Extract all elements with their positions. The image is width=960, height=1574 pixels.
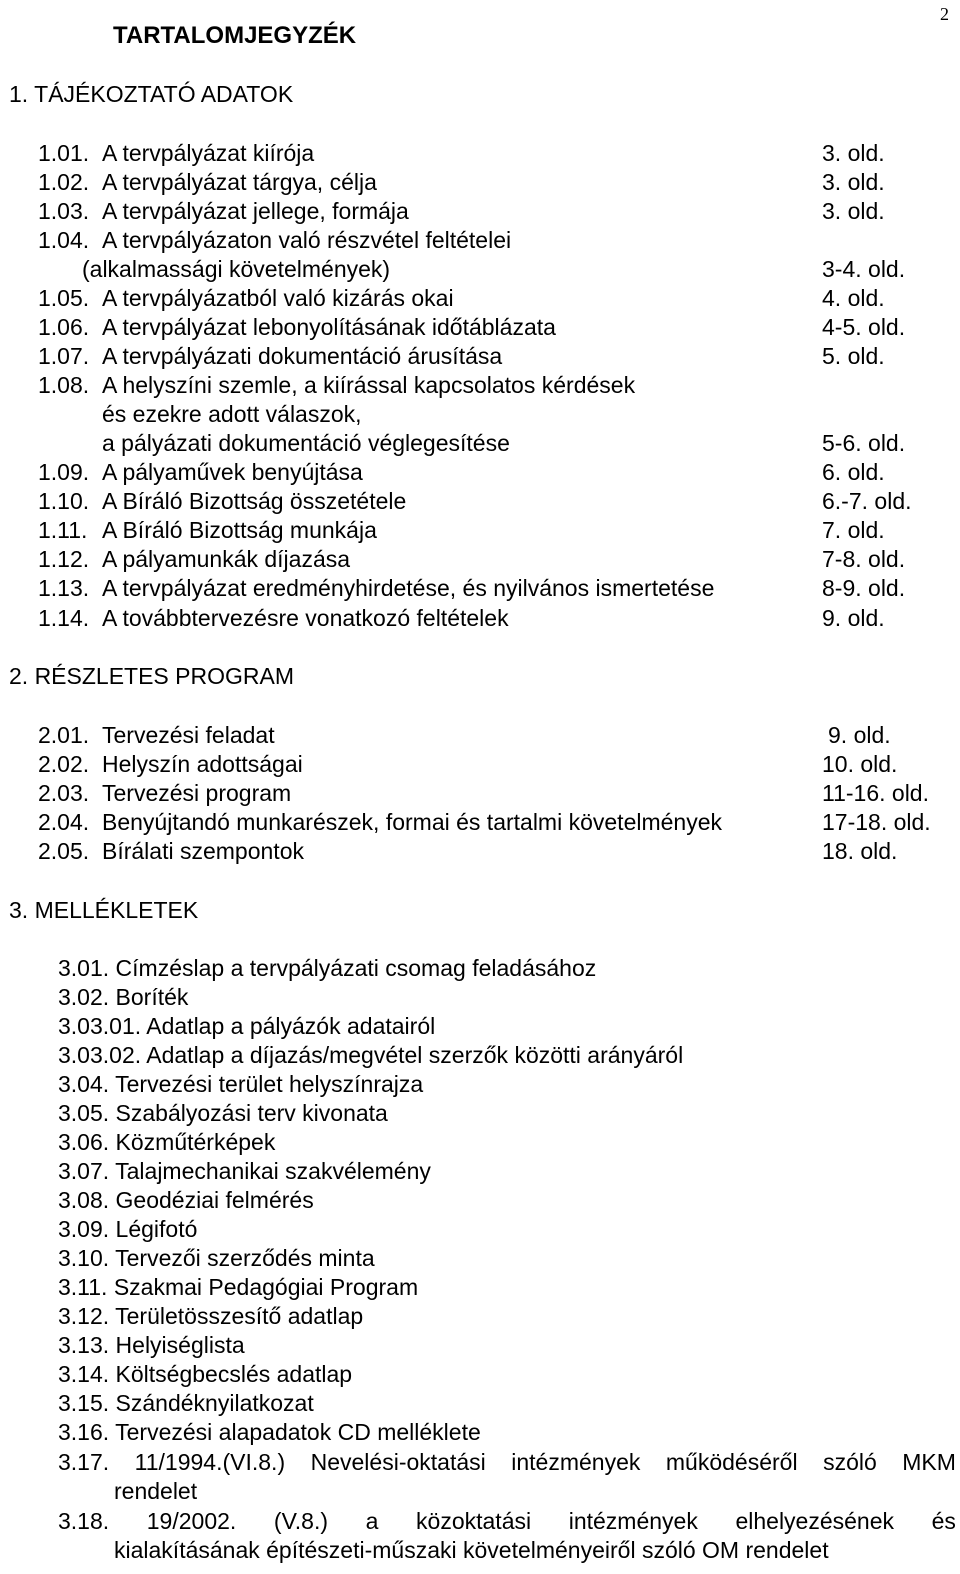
section-2-heading: 2. RÉSZLETES PROGRAM <box>9 663 295 689</box>
toc-num: 2.03. <box>38 780 90 806</box>
toc-page: 9. old. <box>822 605 885 631</box>
toc-text: A tervpályázat kiírója <box>102 140 315 166</box>
toc-text: A Bíráló Bizottság összetétele <box>102 488 407 514</box>
appendix-item: 3.10. Tervezői szerződés minta <box>58 1245 375 1271</box>
toc-num: 2.05. <box>38 838 90 864</box>
toc-num: 1.12. <box>38 546 90 572</box>
toc-text: A helyszíni szemle, a kiírással kapcsolatos kérdések <box>102 372 636 398</box>
toc-text: Tervezési program <box>102 780 292 806</box>
word: MKM <box>902 1449 956 1475</box>
word: (V.8.) <box>273 1508 329 1534</box>
toc-page: 5. old. <box>822 343 885 369</box>
toc-page: 3-4. old. <box>822 256 906 282</box>
toc-text-cont: (alkalmassági követelmények) <box>82 256 391 282</box>
word: 3.17. <box>58 1449 110 1475</box>
toc-num: 1.02. <box>38 169 90 195</box>
toc-num: 1.03. <box>38 198 90 224</box>
toc-page: 11-16. old. <box>822 780 929 806</box>
toc-page: 17-18. old. <box>822 809 931 835</box>
section-1-heading: 1. TÁJÉKOZTATÓ ADATOK <box>9 81 294 107</box>
toc-page: 4. old. <box>822 285 885 311</box>
appendix-item: 3.07. Talajmechanikai szakvélemény <box>58 1158 431 1184</box>
toc-text: A Bíráló Bizottság munkája <box>102 517 377 543</box>
toc-page: 10. old. <box>822 751 898 777</box>
toc-num: 1.13. <box>38 575 90 601</box>
toc-num: 1.10. <box>38 488 90 514</box>
toc-page: 5-6. old. <box>822 430 906 456</box>
appendix-item: 3.08. Geodéziai felmérés <box>58 1187 314 1213</box>
word: intézmények <box>511 1449 641 1475</box>
toc-num: 2.01. <box>38 722 90 748</box>
toc-page: 6.-7. old. <box>822 488 912 514</box>
word: szóló <box>823 1449 877 1475</box>
word: 19/2002. <box>146 1508 237 1534</box>
toc-num: 1.11. <box>38 517 88 543</box>
toc-num: 1.08. <box>38 372 90 398</box>
appendix-item: 3.15. Szándéknyilatkozat <box>58 1390 314 1416</box>
word: működéséről <box>665 1449 798 1475</box>
toc-title: TARTALOMJEGYZÉK <box>113 22 357 49</box>
toc-num: 1.05. <box>38 285 90 311</box>
appendix-item-cont: rendelet <box>114 1478 198 1504</box>
toc-text: Helyszín adottságai <box>102 751 303 777</box>
appendix-item: 3.13. Helyiséglista <box>58 1332 245 1358</box>
appendix-item: 3.01. Címzéslap a tervpályázati csomag feladásához <box>58 955 597 981</box>
toc-page: 3. old. <box>822 198 885 224</box>
toc-text: A tervpályázaton való részvétel feltételei <box>102 227 512 253</box>
toc-text: A pályaművek benyújtása <box>102 459 363 485</box>
toc-page: 7-8. old. <box>822 546 906 572</box>
toc-page: 18. old. <box>822 838 898 864</box>
word: Nevelési-oktatási <box>310 1449 486 1475</box>
word: elhelyezésének <box>735 1508 895 1534</box>
toc-num: 1.01. <box>38 140 90 166</box>
appendix-item: 3.04. Tervezési terület helyszínrajza <box>58 1071 424 1097</box>
toc-page: 3. old. <box>822 169 885 195</box>
appendix-item: 3.14. Költségbecslés adatlap <box>58 1361 353 1387</box>
appendix-item: 3.03.02. Adatlap a díjazás/megvétel szerzők közötti arányáról <box>58 1042 684 1068</box>
toc-text: A tervpályázat jellege, formája <box>102 198 409 224</box>
toc-num: 1.07. <box>38 343 90 369</box>
page-number: 2 <box>940 4 949 24</box>
toc-text-cont: és ezekre adott válaszok, <box>102 401 362 427</box>
toc-text: Tervezési feladat <box>102 722 275 748</box>
word: a <box>365 1508 379 1534</box>
appendix-item: 3.05. Szabályozási terv kivonata <box>58 1100 388 1126</box>
toc-num: 1.06. <box>38 314 90 340</box>
appendix-item: 3.09. Légifotó <box>58 1216 198 1242</box>
toc-num: 2.02. <box>38 751 90 777</box>
toc-page: 9. old. <box>828 722 891 748</box>
section-3-heading: 3. MELLÉKLETEK <box>9 897 199 923</box>
appendix-item: 3.12. Területösszesítő adatlap <box>58 1303 364 1329</box>
toc-page: 7. old. <box>822 517 885 543</box>
toc-num: 2.04. <box>38 809 90 835</box>
toc-page: 8-9. old. <box>822 575 906 601</box>
appendix-item-cont: kialakításának építészeti-műszaki követelményeiről szóló OM rendelet <box>114 1537 829 1563</box>
appendix-item-3-18 <box>58 1507 956 1536</box>
toc-text: A tervpályázatból való kizárás okai <box>102 285 454 311</box>
appendix-item: 3.16. Tervezési alapadatok CD melléklete <box>58 1419 481 1445</box>
toc-page: 3. old. <box>822 140 885 166</box>
toc-text: Benyújtandó munkarészek, formai és tartalmi követelmények <box>102 809 723 835</box>
word: és <box>931 1508 956 1534</box>
toc-text: A tervpályázat eredményhirdetése, és nyilvános ismertetése <box>102 575 715 601</box>
toc-text: A pályamunkák díjazása <box>102 546 351 572</box>
appendix-item: 3.11. Szakmai Pedagógiai Program <box>58 1274 419 1300</box>
word: 3.18. <box>58 1508 110 1534</box>
toc-text: Bírálati szempontok <box>102 838 304 864</box>
toc-page: 4-5. old. <box>822 314 906 340</box>
word: közoktatási <box>416 1508 532 1534</box>
word: 11/1994.(VI.8.) <box>134 1449 286 1475</box>
appendix-item: 3.03.01. Adatlap a pályázók adatairól <box>58 1013 436 1039</box>
toc-text: A tervpályázat tárgya, célja <box>102 169 377 195</box>
appendix-item-3-17 <box>58 1448 956 1477</box>
toc-text-cont: a pályázati dokumentáció véglegesítése <box>102 430 510 456</box>
toc-text: A tervpályázati dokumentáció árusítása <box>102 343 503 369</box>
appendix-item: 3.06. Közműtérképek <box>58 1129 276 1155</box>
toc-page: 6. old. <box>822 459 885 485</box>
toc-num: 1.09. <box>38 459 90 485</box>
toc-text: A továbbtervezésre vonatkozó feltételek <box>102 605 509 631</box>
toc-num: 1.14. <box>38 605 90 631</box>
word: intézmények <box>568 1508 698 1534</box>
appendix-item: 3.02. Boríték <box>58 984 189 1010</box>
toc-num: 1.04. <box>38 227 90 253</box>
toc-text: A tervpályázat lebonyolításának időtáblázata <box>102 314 556 340</box>
